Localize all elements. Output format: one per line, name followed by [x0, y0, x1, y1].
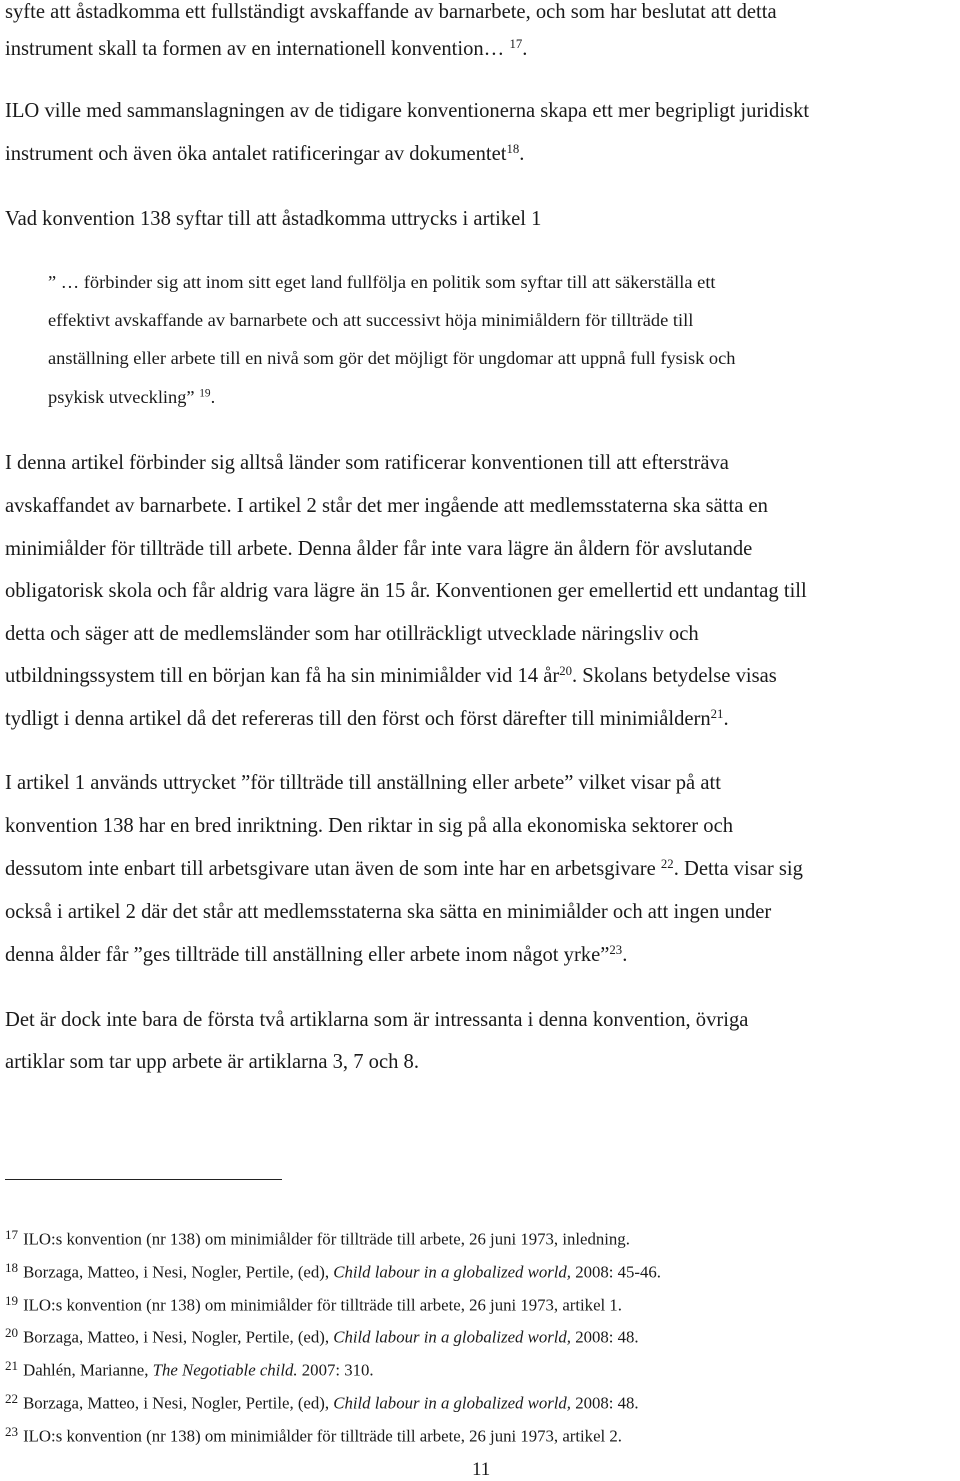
body-text-line: instrument och även öka antalet ratificeringar av dokumentet$^{18}$. [5, 141, 525, 165]
footnote-separator [5, 1179, 282, 1180]
footnote: $^{21}$ Dahlén, Marianne, The Negotiable child. 2007: 310. [5, 1358, 374, 1380]
footnote: $^{18}$ Borzaga, Matteo, i Nesi, Nogler, Pertile, (ed), Child labour in a globalized world, 2008: 45-46. [5, 1260, 661, 1282]
footnote: $^{22}$ Borzaga, Matteo, i Nesi, Nogler, Pertile, (ed), Child labour in a globalized world, 2008: 48. [5, 1391, 639, 1413]
body-text-line: konvention 138 har en bred inriktning. Den riktar in sig på alla ekonomiska sektorer och [5, 815, 734, 837]
footnote-ref[interactable]: 21 [710, 706, 724, 721]
body-text-line: instrument skall ta formen av en internationell konvention… $^{17}$. [5, 36, 528, 60]
footnote: $^{20}$ Borzaga, Matteo, i Nesi, Nogler, Pertile, (ed), Child labour in a globalized world, 2008: 48. [5, 1325, 639, 1347]
quote-line: effektivt avskaffande av barnarbete och att successivt höja minimiåldern för tillträde till [48, 310, 694, 330]
footnote-ref[interactable]: 18 [506, 141, 520, 156]
body-text-line: utbildningssystem till en början kan få ha sin minimiålder vid 14 $år^{20}$. Skolans betydelse visas [5, 663, 777, 687]
footnote-ref[interactable]: 23 [609, 942, 623, 957]
footnote-ref[interactable]: 22 [660, 856, 674, 871]
body-text-line: minimiålder för tillträde till arbete. Denna ålder får inte vara lägre än åldern för avslutande [5, 538, 753, 560]
body-text-line: I artikel 1 används uttrycket ”för tillträde till anställning eller arbete” vilket visar på att [5, 772, 721, 794]
body-text-line: tydligt i denna artikel då det refereras till den först och först därefter till minimiåldern$^{21}$. [5, 706, 729, 730]
body-text-line: också i artikel 2 där det står att medlemsstaterna ska sätta en minimiålder och att ingen under [5, 901, 772, 923]
body-text-line: detta och säger att de medlemsländer som har otillräckligt utvecklade näringsliv och [5, 623, 699, 645]
body-text-line: dessutom inte enbart till arbetsgivare utan även de som inte har en arbetsgivare $^{22}$. Detta visar sig [5, 856, 803, 880]
quote-line: psykisk utveckling” $^{19}$. [48, 387, 216, 407]
body-text-line: I denna artikel förbinder sig alltså länder som ratificerar konventionen till att eftersträva [5, 452, 729, 474]
footnote: $^{19}$ ILO:s konvention (nr 138) om minimiålder för tillträde till arbete, 26 juni 1973, artikel 1. [5, 1293, 622, 1315]
body-text-line: syfte att åstadkomma ett fullständigt avskaffande av barnarbete, och som har beslutat att detta [5, 1, 777, 23]
body-text-line: avskaffandet av barnarbete. I artikel 2 står det mer ingående att medlemsstaterna ska sätta en [5, 495, 768, 517]
footnote-ref[interactable]: 19 [199, 387, 211, 400]
body-text-line: artiklar som tar upp arbete är artiklarna 3, 7 och 8. [5, 1051, 419, 1073]
body-text-line: denna ålder får ”ges tillträde till anställning eller arbete inom något yrke”$^{23}$. [5, 942, 628, 966]
page-number: 11 [472, 1459, 491, 1480]
footnote-ref[interactable]: 17 [509, 36, 523, 51]
body-text-line: obligatorisk skola och får aldrig vara lägre än 15 år. Konventionen ger emellertid ett undantag till [5, 580, 807, 602]
body-text-line: ILO ville med sammanslagningen av de tidigare konventionerna skapa ett mer begripligt juridiskt [5, 100, 810, 122]
body-text-line: Det är dock inte bara de första två artiklarna som är intressanta i denna konvention, övriga [5, 1009, 749, 1031]
quote-line: ” … förbinder sig att inom sitt eget land fullfölja en politik som syftar till att säkerställa ett [48, 272, 716, 292]
body-text-line: Vad konvention 138 syftar till att åstadkomma uttrycks i artikel 1 [5, 208, 542, 230]
footnote: $^{23}$ ILO:s konvention (nr 138) om minimiålder för tillträde till arbete, 26 juni 1973, artikel 2. [5, 1424, 622, 1446]
footnote: $^{17}$ ILO:s konvention (nr 138) om minimiålder för tillträde till arbete, 26 juni 1973, inledning. [5, 1227, 630, 1249]
footnote-ref[interactable]: 20 [559, 663, 572, 678]
quote-line: anställning eller arbete till en nivå som gör det möjligt för ungdomar att uppnå full fysisk och [48, 348, 736, 368]
